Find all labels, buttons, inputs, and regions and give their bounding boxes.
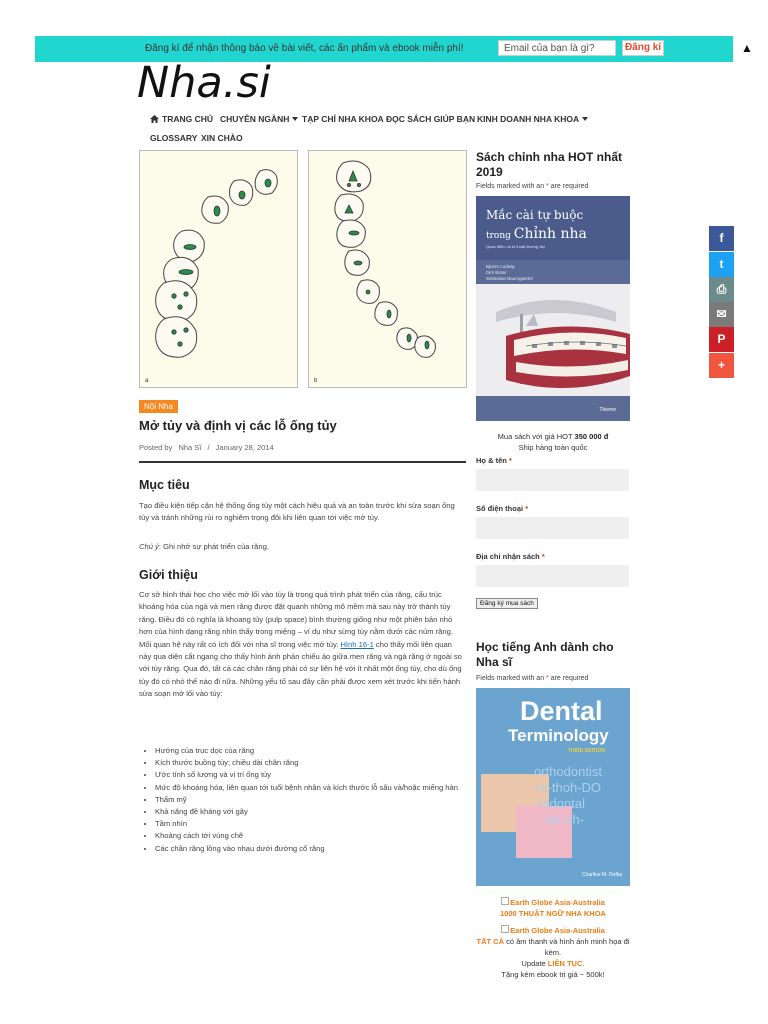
book1-title-line2b: Chỉnh nha bbox=[513, 226, 587, 242]
twitter-icon: t bbox=[719, 257, 724, 271]
list-item: • Tầm nhìn bbox=[155, 818, 470, 830]
required-star: * bbox=[546, 675, 549, 682]
broken-image-icon bbox=[501, 925, 509, 933]
broken-image-icon bbox=[501, 897, 509, 905]
promo-continuous: LIÊN TỤC bbox=[547, 959, 583, 968]
phone-label-text: Số điện thoại bbox=[476, 504, 524, 513]
required-note bbox=[476, 183, 588, 190]
price-line bbox=[476, 431, 630, 442]
required-star: * bbox=[541, 552, 545, 561]
promo-image-alt: Earth Globe Asia-Australia bbox=[510, 926, 605, 935]
phone-field[interactable] bbox=[476, 517, 629, 539]
plus-icon: + bbox=[717, 358, 725, 372]
list-item: • Ước tính số lượng và vị trí ống tủy bbox=[155, 769, 470, 781]
list-item: • Khả năng đề kháng với gãy bbox=[155, 806, 470, 818]
promo-line2: có âm thanh và hình ảnh minh họa đi kèm. bbox=[503, 937, 630, 957]
subscribe-button[interactable]: Đăng kí bbox=[622, 40, 664, 56]
site-logo[interactable]: Nha.si bbox=[137, 58, 271, 108]
widget-title-orthodontic-book: Sách chỉnh nha HOT nhất 2019 bbox=[476, 150, 623, 179]
promo-all: TẤT CẢ bbox=[476, 937, 504, 946]
orthodontic-book-cover[interactable] bbox=[476, 196, 630, 421]
book2-title2: Terminology bbox=[508, 726, 609, 745]
list-item: • Thẩm mỹ bbox=[155, 794, 470, 806]
promo-gift: Tặng kèm ebook trị giá ~ 500k! bbox=[501, 970, 605, 979]
nav-specialties-label: CHUYÊN NGÀNH bbox=[220, 114, 290, 124]
email-icon: ✉ bbox=[716, 307, 727, 321]
phone-field-label bbox=[476, 504, 528, 513]
post-meta bbox=[139, 443, 278, 452]
address-field-label bbox=[476, 552, 545, 561]
email-placeholder: Email của bạn là gì? bbox=[504, 43, 595, 54]
teeth-figure-b bbox=[308, 150, 467, 388]
promo-block-1 bbox=[476, 897, 630, 919]
list-item: • Các chân răng lồng vào nhau dưới đường cổ răng bbox=[155, 843, 470, 855]
promo-block-2 bbox=[476, 925, 630, 980]
nav-item-business[interactable] bbox=[477, 114, 588, 124]
price-value: 350 000 đ bbox=[574, 432, 609, 441]
pinterest-icon: P bbox=[717, 332, 726, 346]
facebook-share-button[interactable] bbox=[709, 226, 734, 251]
book2-word: rodontal bbox=[538, 796, 585, 811]
promo-update-label: Update bbox=[521, 959, 548, 968]
book2-author: Charline M. Dofka bbox=[581, 872, 622, 878]
book1-author: Dirk Bister bbox=[486, 270, 507, 275]
collapse-arrow-icon[interactable]: ▲ bbox=[741, 41, 753, 55]
home-icon bbox=[150, 115, 159, 123]
nav-business-label: KINH DOANH NHA KHOA bbox=[477, 114, 580, 124]
address-label-text: Địa chỉ nhận sách bbox=[476, 552, 540, 561]
book1-authors bbox=[486, 264, 533, 282]
name-field[interactable] bbox=[476, 469, 629, 491]
nav-hello-label: XIN CHÀO bbox=[201, 133, 243, 143]
nav-journal-label: TẠP CHÍ NHA KHOA bbox=[302, 114, 384, 124]
shipping-note: Ship hàng toàn quốc bbox=[518, 443, 588, 452]
promo-description bbox=[476, 936, 630, 958]
facebook-icon: f bbox=[719, 231, 724, 245]
price-text: Mua sách với giá HOT bbox=[497, 432, 575, 441]
nav-home-label: TRANG CHỦ bbox=[162, 114, 213, 124]
book2-title1: Dental bbox=[520, 696, 603, 726]
required-note-b: are required bbox=[548, 675, 589, 682]
nav-item-specialties[interactable] bbox=[220, 114, 298, 124]
promo-dot: . bbox=[582, 959, 585, 968]
braces-photo bbox=[476, 284, 630, 396]
required-star: * bbox=[525, 504, 529, 513]
pinterest-share-button[interactable] bbox=[709, 327, 734, 352]
figure-label-a: a bbox=[145, 378, 149, 384]
nav-item-glossary[interactable] bbox=[150, 133, 197, 143]
note-paragraph bbox=[139, 541, 466, 553]
promo-image-1[interactable] bbox=[476, 897, 630, 908]
post-author-link[interactable]: Nha Sĩ bbox=[178, 443, 202, 452]
email-share-button[interactable] bbox=[709, 302, 734, 327]
required-star: * bbox=[508, 456, 512, 465]
teeth-figure-a bbox=[139, 150, 298, 388]
required-note-b: are required bbox=[548, 183, 589, 190]
required-star: * bbox=[546, 183, 549, 190]
posted-by-label: Posted by bbox=[139, 443, 173, 452]
book1-publisher: Thieme bbox=[599, 407, 616, 413]
more-share-button[interactable] bbox=[709, 353, 734, 378]
required-note-a: Fields marked with an bbox=[476, 183, 547, 190]
book1-author: Bjoern Ludwig bbox=[486, 264, 515, 269]
nav-item-hello[interactable] bbox=[201, 133, 243, 143]
nav-item-home[interactable] bbox=[150, 114, 213, 124]
promo-update bbox=[476, 958, 630, 969]
teeth-arch-illustration-a bbox=[140, 151, 299, 389]
print-share-button[interactable] bbox=[709, 277, 734, 302]
name-field-label bbox=[476, 456, 512, 465]
widget-title-english: Học tiếng Anh dành cho Nha sĩ bbox=[476, 640, 614, 669]
list-item: • Mức độ khoáng hóa, liên quan tới tuổi bệnh nhân và kích thước lỗ sâu và/hoặc miếng hàn bbox=[155, 782, 470, 794]
list-item: • Khoảng cách tới vùng chẽ bbox=[155, 830, 470, 842]
nav-books-label: ĐỌC SÁCH GIÚP BẠN bbox=[386, 114, 476, 124]
factor-list bbox=[145, 745, 470, 855]
list-item: • Hướng của trục dọc của răng bbox=[155, 745, 470, 757]
figure-label-b: b bbox=[314, 378, 318, 384]
email-input[interactable] bbox=[498, 40, 616, 56]
book1-title-line2 bbox=[486, 226, 587, 242]
nav-item-books[interactable] bbox=[386, 114, 475, 124]
intro-text-a: Cơ sở hình thái học cho việc mở lối vào tủy là trong quá trình phát triển của răng, cấu trúc khoáng hóa của ngà và men răng được đặt quanh những mô mềm mà sau này trở thành tủy răng. Điều đó có nghĩa là khoang tủy (pulp space) bình thường giống như một phiên bản nhỏ hơn của hình dạng răng nhìn thấy trong miệng – ví dụ như sừng tủy nằm dưới các núm răng. Mối quan hệ này rất có ích đối với nha sĩ trong việc mở tủy. bbox=[139, 590, 453, 649]
print-icon: ⎙ bbox=[716, 282, 727, 296]
required-note-a: Fields marked with an bbox=[476, 675, 547, 682]
twitter-share-button[interactable] bbox=[709, 252, 734, 277]
list-item: • Kích thước buồng tủy; chiều dài chân răng bbox=[155, 757, 470, 769]
section-heading-goal: Mục tiêu bbox=[139, 478, 190, 492]
promo-image-alt: Earth Globe Asia-Australia bbox=[510, 898, 605, 907]
note-label: Chú ý bbox=[139, 542, 159, 551]
book2-word: orthodontist bbox=[534, 764, 602, 779]
price-block bbox=[476, 431, 630, 453]
book1-subtitle: Quan điểm và kĩ thuật đương đại bbox=[486, 244, 545, 249]
book1-title-line2a: trong bbox=[486, 231, 514, 241]
nav-item-journal[interactable] bbox=[302, 114, 384, 124]
dental-terminology-book-cover[interactable] bbox=[476, 688, 630, 886]
figure-link[interactable]: Hình 16-1 bbox=[340, 639, 374, 649]
promo-headline[interactable]: 1000 THUẬT NGỮ NHA KHOA bbox=[500, 909, 606, 918]
chevron-down-icon bbox=[292, 117, 298, 121]
required-note bbox=[476, 675, 588, 682]
chevron-down-icon bbox=[582, 117, 588, 121]
book1-author: Sebastian Baumgaertel bbox=[486, 276, 533, 281]
book1-title-line1: Mắc cài tự buộc bbox=[486, 208, 584, 222]
buy-book-button[interactable]: Đăng ký mua sách bbox=[476, 598, 538, 609]
meta-separator: / bbox=[207, 443, 210, 452]
book2-word: -ee-oh- bbox=[542, 812, 584, 827]
intro-text-b: cho thấy mối liên quan này qua diện cắt ngang cho thấy hình ảnh phản chiếu ảo giữa men răng và ngà răng ở ngoài so với tủy răng. Qua đó, tất cả các chân răng phải có sự liên hệ với ít nhất một ống tủy, cho dù ống tủy đó có nhỏ thế nào đi nữa. Những yếu tố sau đây cần phải được xem xét trước khi tiến hành sửa soạn mở lối vào tủy: bbox=[139, 639, 462, 699]
book2-word: re-thoh-DO bbox=[536, 780, 602, 795]
name-label-text: Họ & tên bbox=[476, 456, 507, 465]
section-heading-intro: Giới thiệu bbox=[139, 568, 198, 582]
post-date: January 28, 2014 bbox=[215, 443, 274, 452]
section-intro-text bbox=[139, 589, 466, 701]
book2-edition: THIRD EDITION bbox=[568, 748, 605, 754]
title-divider bbox=[139, 461, 466, 463]
note-text: : Ghi nhớ sự phát triển của răng. bbox=[158, 542, 269, 551]
teeth-arch-illustration-b bbox=[309, 151, 468, 389]
category-badge[interactable]: Nội Nha bbox=[139, 400, 178, 413]
promo-image-2[interactable] bbox=[476, 925, 630, 936]
nav-glossary-label: GLOSSARY bbox=[150, 133, 198, 143]
post-title: Mở tủy và định vị các lỗ ống tủy bbox=[139, 418, 337, 433]
section-goal-text: Tạo điều kiện tiếp cận hệ thống ống tủy một cách hiệu quả và an toàn trước khi sửa soạn ống tủy và tránh những rủi ro nghiêm trọng đôi khi liên quan tới việc mở tủy. bbox=[139, 501, 455, 523]
subscribe-message: Đăng kí để nhận thông báo về bài viết, các ấn phẩm và ebook miễn phí! bbox=[145, 43, 464, 54]
address-field[interactable] bbox=[476, 565, 629, 587]
